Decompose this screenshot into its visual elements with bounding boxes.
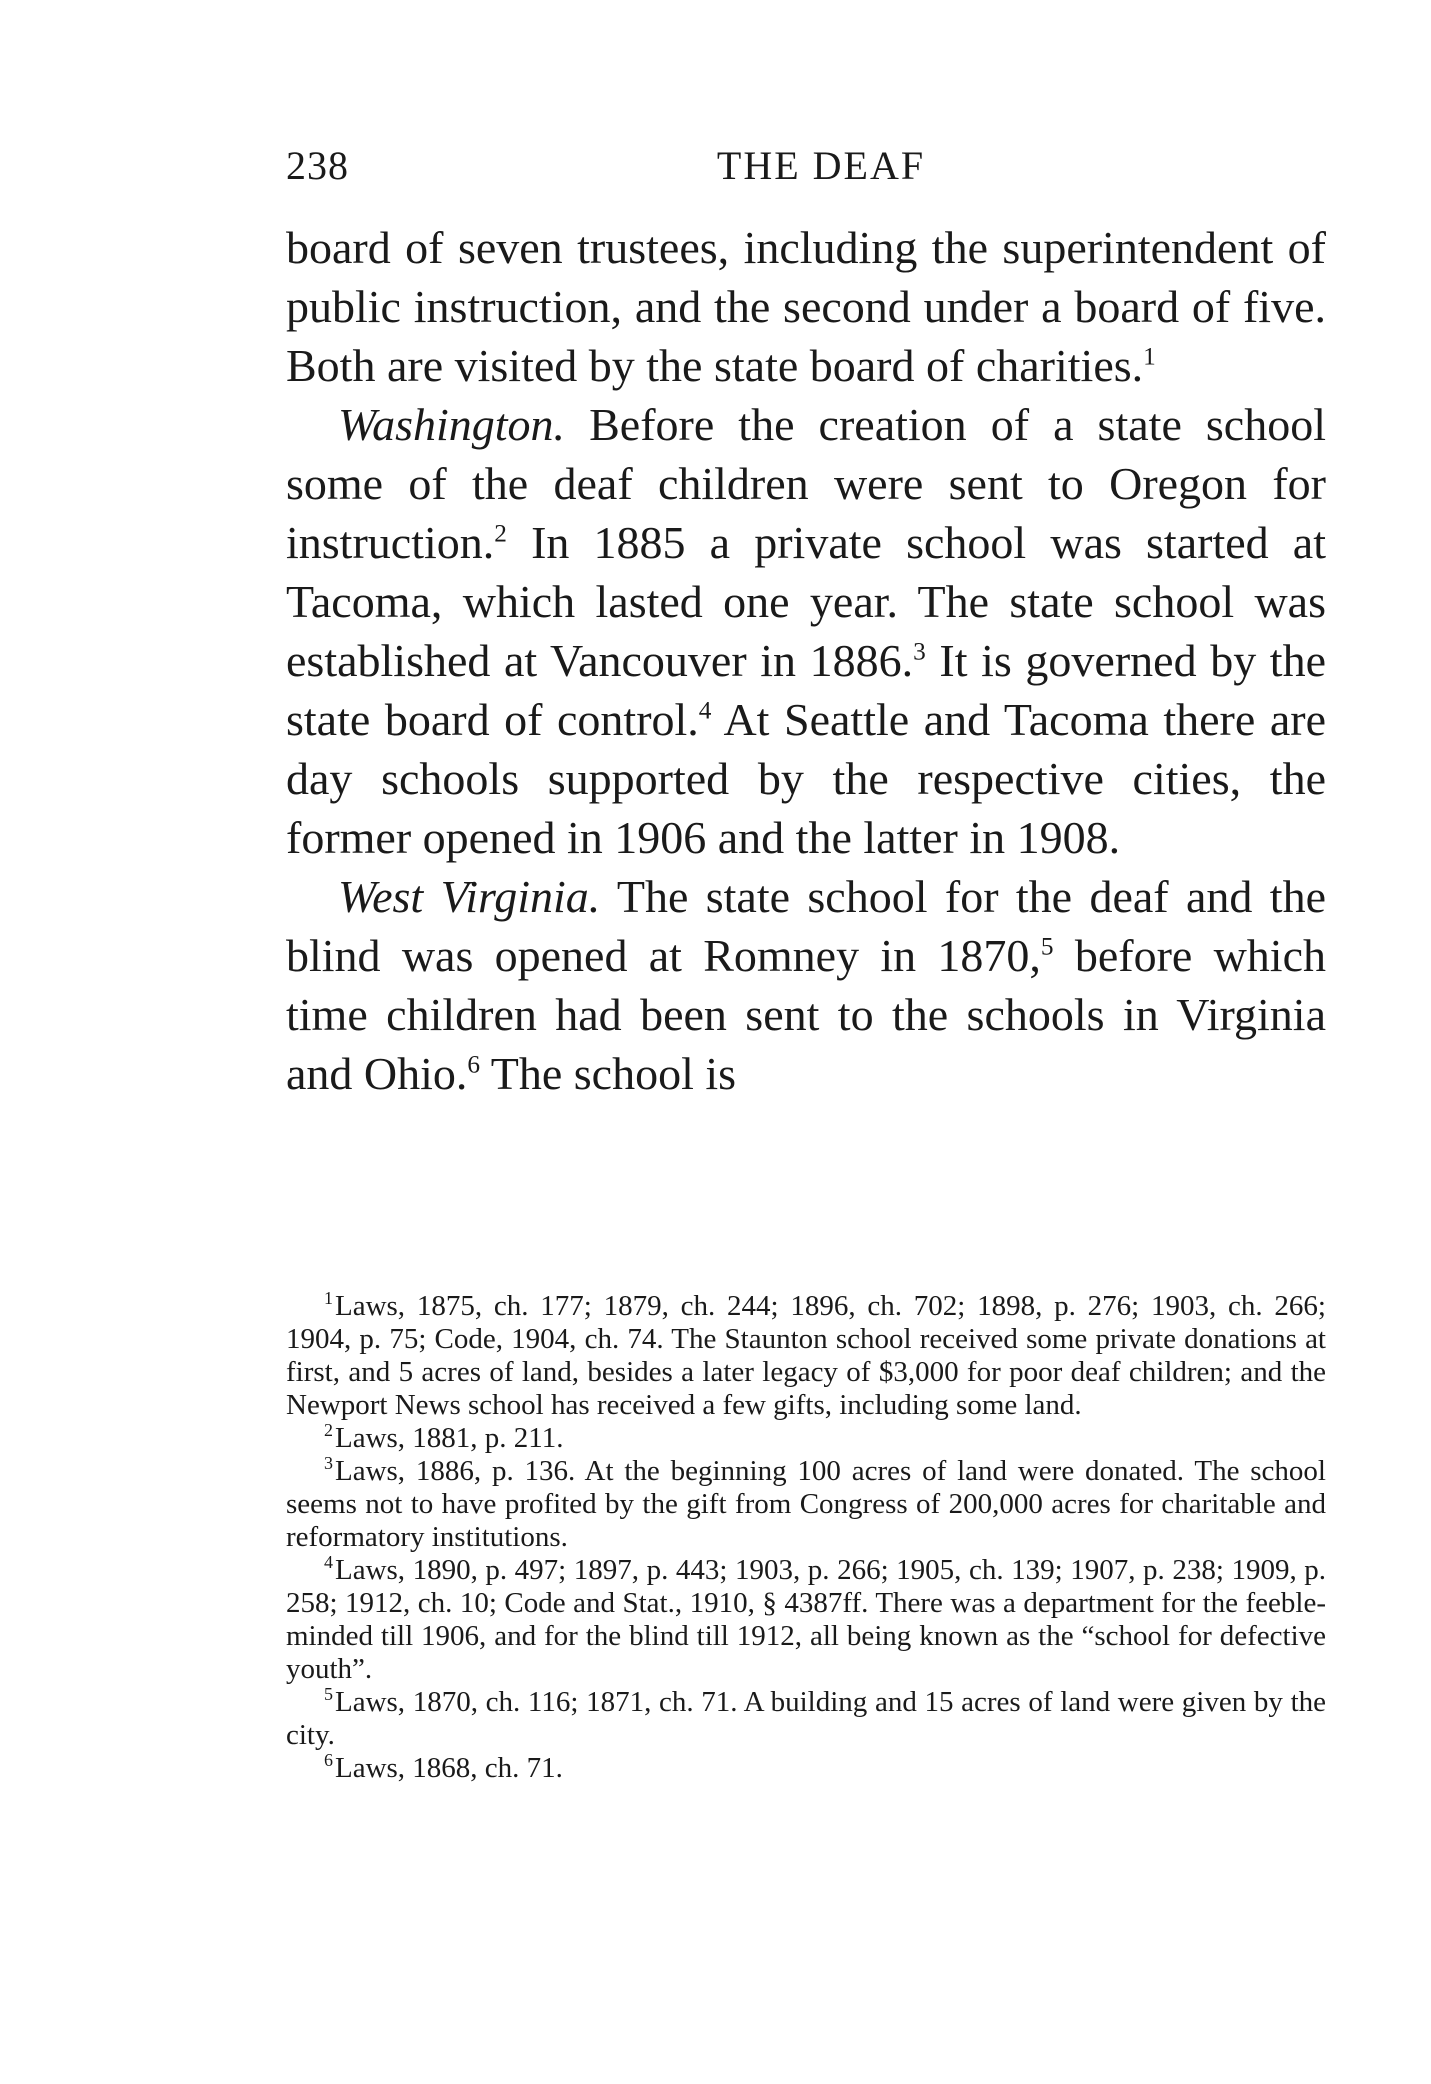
footnote-text: Laws, 1868, ch. 71. [334,1752,563,1784]
footnote-ref: 2 [494,519,507,548]
footnote-ref: 5 [1040,932,1054,961]
paragraph-text: In 1885 a private school was started at Tacoma, which lasted one year. The state school was established at Vancouver in 1886. [286,517,1326,686]
footnotes [286,1290,1326,1785]
paragraph-text: board of seven trustees, including the superintendent of public instruction, and the second under a board of five. Both are visited by the state board of charities. [286,222,1326,391]
paragraph-washington [286,395,1326,867]
paragraph-text: The state school for the deaf and the blind was opened at Romney in 1870, [286,871,1326,981]
footnote-text: Laws, 1870, ch. 116; 1871, ch. 71. A building and 15 acres of land were given by the city. [286,1686,1326,1751]
footnote-text: Laws, 1881, p. 211. [334,1422,564,1454]
footnote-text: Laws, 1890, p. 497; 1897, p. 443; 1903, p. 266; 1905, ch. 139; 1907, p. 238; 1909, p. 258; 1912, ch. 10; Code and Stat., 1910, § 4387ff. There was a department for the feeble-minded till 1906, and for the blind till 1912, all being known as the “school for defective youth”. [286,1554,1326,1685]
section-heading-washington: Washington. [338,399,566,450]
paragraph-continuation [286,218,1326,395]
paragraph-text: Before the creation of a state school some of the deaf children were sent to Oregon for instruction. [286,399,1326,568]
footnote-mark: 3 [324,1453,333,1474]
paragraph-text: It is governed by the state board of control. [286,635,1326,745]
footnote [286,1290,1326,1422]
footnote [286,1455,1326,1554]
footnote-mark: 2 [324,1420,333,1441]
footnote-text: Laws, 1886, p. 136. At the beginning 100 acres of land were donated. The school seems not to have profited by the gift from Congress of 200,000 acres for charitable and reformatory institutions. [286,1455,1326,1553]
running-head: THE DEAF [716,143,926,188]
main-text [286,218,1326,1103]
paragraph-west-virginia [286,867,1326,1103]
page-number: 238 [286,143,349,188]
footnote-ref: 1 [1143,342,1156,371]
footnote [286,1752,1326,1785]
footnote-mark: 4 [324,1552,333,1573]
footnote-ref: 3 [913,637,926,666]
footnote-ref: 6 [467,1050,481,1079]
paragraph-text: before which time children had been sent to the schools in Virginia and Ohio. [286,930,1326,1099]
footnote-mark: 6 [324,1750,333,1771]
footnote-text: Laws, 1875, ch. 177; 1879, ch. 244; 1896, ch. 702; 1898, p. 276; 1903, ch. 266; 1904, p. 75; Code, 1904, ch. 74. The Staunton school received some private donations at first, and 5 acres of land, besides a later legacy of $3,000 for poor deaf children; and the Newport News school has received a few gifts, including some land. [286,1290,1326,1421]
page-header [286,142,1326,192]
section-heading-west-virginia: West Virginia. [338,871,601,922]
footnote [286,1686,1326,1752]
footnote-mark: 5 [324,1684,333,1705]
footnote-ref: 4 [698,696,712,725]
footnote [286,1554,1326,1686]
paragraph-text: The school is [480,1048,737,1099]
paragraph-text: At Seattle and Tacoma there are day schools supported by the respective cities, the former opened in 1906 and the latter in 1908. [286,694,1326,863]
footnote-mark: 1 [324,1288,333,1309]
footnote [286,1422,1326,1455]
